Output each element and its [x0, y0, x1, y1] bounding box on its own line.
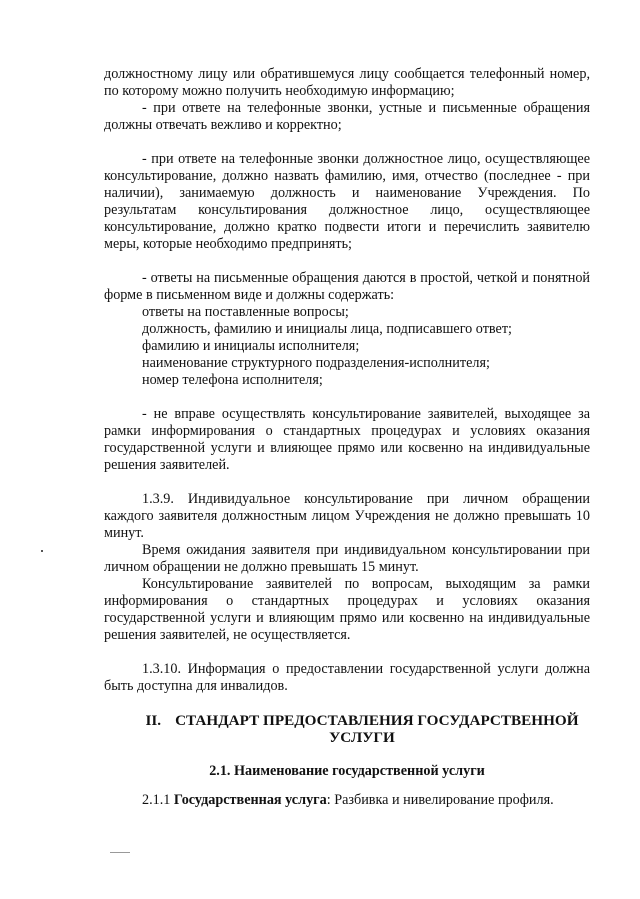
list-item: номер телефона исполнителя;	[142, 372, 323, 388]
paragraph: - ответы на письменные обращения даются в простой, четкой и понятной форме в письменном виде и должны содержать:	[104, 270, 590, 303]
section-number: II.	[145, 712, 162, 729]
section-heading	[104, 712, 590, 746]
subsection-heading: 2.1. Наименование государственной услуги	[209, 763, 485, 779]
service-label: Государственная услуга	[173, 792, 327, 808]
paragraph: Консультирование заявителей по вопросам, выходящим за рамки информирования о стандартных процедурах и условиях оказания государственной услуги и влияющим прямо или косвенно на индивидуальные решения заявителей, не осуществляется.	[104, 576, 590, 643]
list-item: ответы на поставленные вопросы;	[142, 304, 349, 320]
service-number: 2.1.1	[142, 792, 171, 808]
paragraph: 1.3.9. Индивидуальное консультирование при личном обращении каждого заявителя должностным лицом Учреждения не должно превышать 10 минут.	[104, 491, 590, 541]
paragraph: - не вправе осуществлять консультирование заявителей, выходящее за рамки информирования о стандартных процедурах и условиях оказания государственной услуги и влияющее прямо или косвенно на индивидуальные решения заявителей.	[104, 406, 590, 473]
section-title: СТАНДАРТ ПРЕДОСТАВЛЕНИЯ ГОСУДАРСТВЕННОЙ УСЛУГИ	[175, 712, 579, 746]
paragraph: 1.3.10. Информация о предоставлении государственной услуги должна быть доступна для инвалидов.	[104, 661, 590, 694]
paragraph: должностному лицу или обратившемуся лицу сообщается телефонный номер, по которому можно получить необходимую информацию;	[104, 66, 590, 99]
scan-mark	[41, 550, 43, 552]
service-line	[104, 792, 590, 809]
scan-mark	[110, 852, 130, 853]
paragraph: Время ожидания заявителя при индивидуальном консультировании при личном обращении не должно превышать 15 минут.	[104, 542, 590, 575]
list-item: наименование структурного подразделения-исполнителя;	[142, 355, 490, 371]
service-value: : Разбивка и нивелирование профиля.	[326, 792, 554, 808]
paragraph: - при ответе на телефонные звонки должностное лицо, осуществляющее консультирование, должно назвать фамилию, имя, отчество (последнее - при наличии), занимаемую должность и наименование Учреждения. По результатам консультирования должностное лицо, осуществляющее консультирование, должно кратко подвести итоги и перечислить заявителю меры, которые необходимо предпринять;	[104, 151, 590, 252]
document-body	[104, 66, 590, 809]
list-item: фамилию и инициалы исполнителя;	[142, 338, 360, 354]
list-item: должность, фамилию и инициалы лица, подписавшего ответ;	[142, 321, 512, 337]
paragraph: - при ответе на телефонные звонки, устные и письменные обращения должны отвечать вежливо и корректно;	[104, 100, 590, 133]
